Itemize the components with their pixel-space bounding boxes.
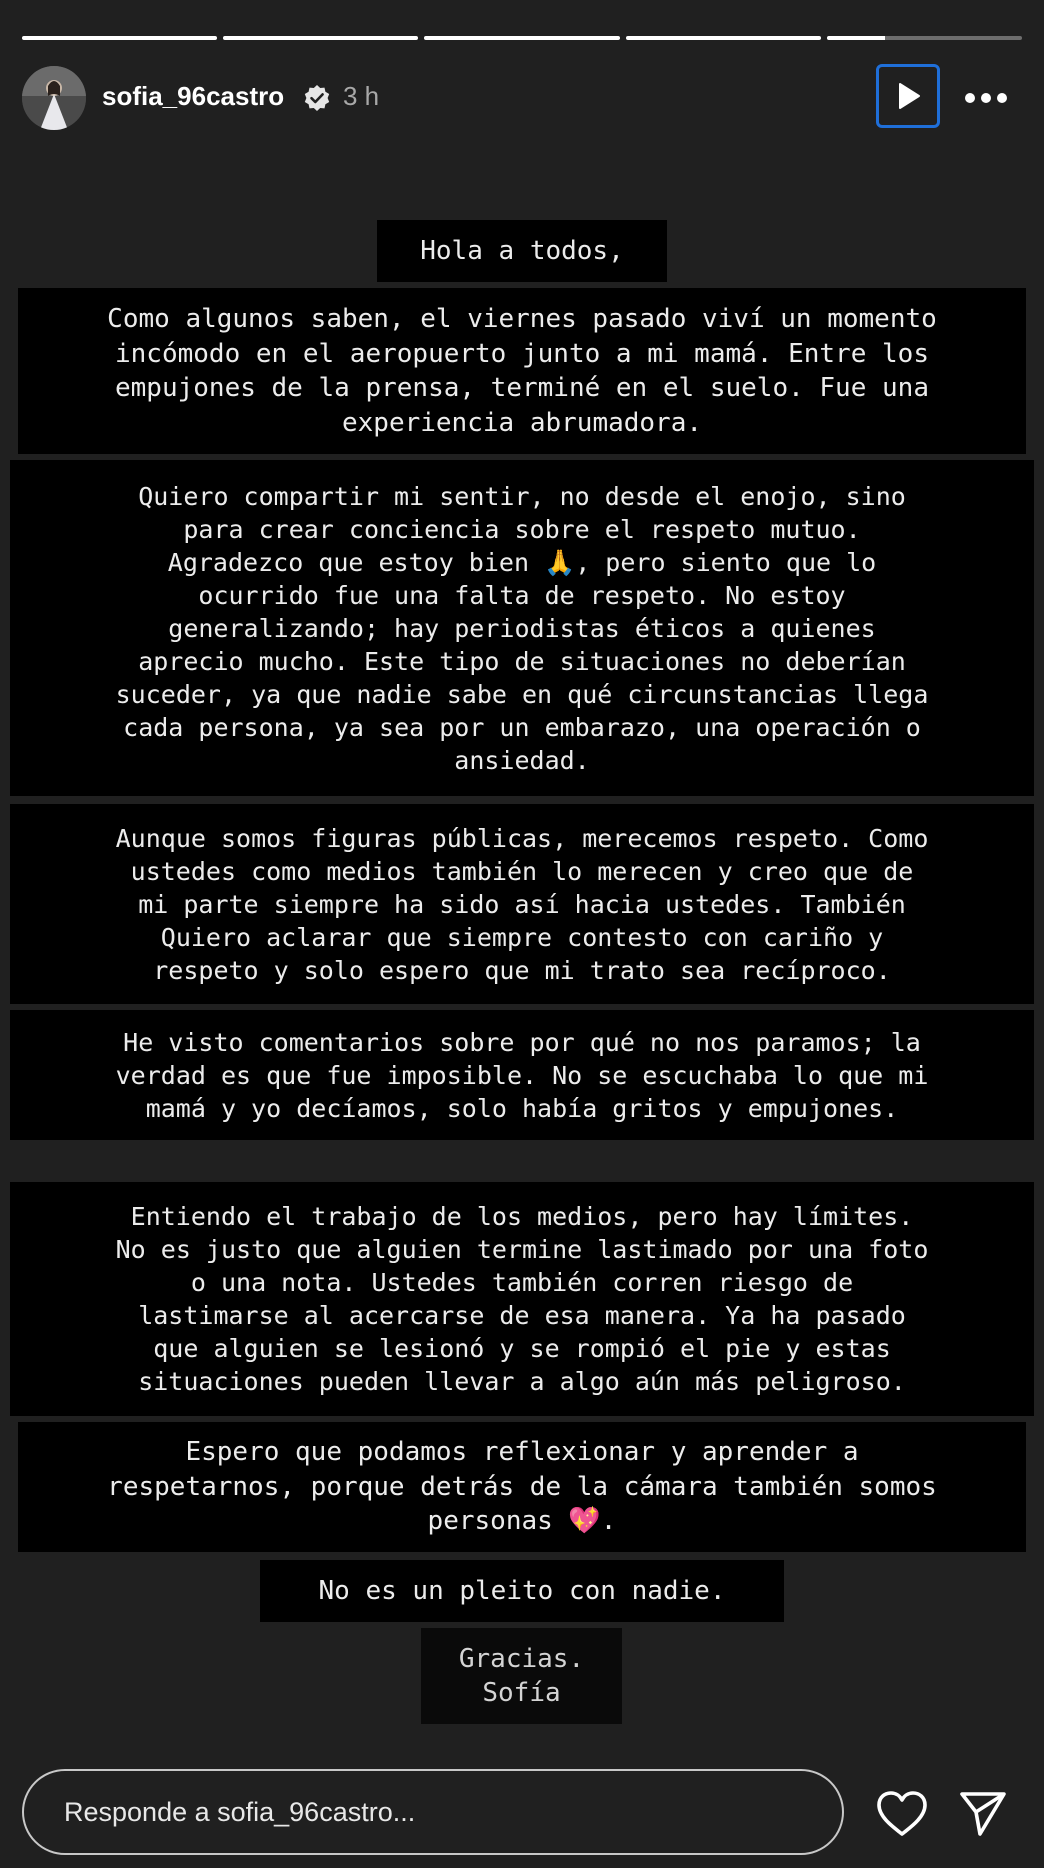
text-line: situaciones pueden llevar a algo aún más peligroso. bbox=[138, 1367, 906, 1396]
post-time: 3 h bbox=[343, 81, 380, 111]
progress-segment bbox=[223, 36, 418, 40]
text-line: Agradezco que estoy bien 🙏, pero siento que lo bbox=[167, 547, 877, 577]
text-line: ansiedad. bbox=[454, 745, 590, 775]
progress-segment bbox=[827, 36, 1022, 40]
play-button[interactable] bbox=[876, 64, 940, 128]
story-text-paragraph bbox=[10, 1010, 1034, 1140]
text-line: Hola a todos, bbox=[420, 235, 624, 266]
story-text-closing bbox=[260, 1560, 784, 1622]
send-icon bbox=[958, 1788, 1008, 1838]
reply-placeholder: Responde a sofia_96castro... bbox=[64, 1796, 416, 1827]
text-line: mamá y yo decíamos, solo había gritos y empujones. bbox=[145, 1093, 899, 1123]
text-line: ocurrido fue una falta de respeto. No estoy bbox=[198, 580, 846, 610]
text-line: cada persona, ya sea por un embarazo, una operación o bbox=[123, 712, 921, 742]
story-text-paragraph bbox=[10, 804, 1034, 1004]
play-icon bbox=[893, 81, 923, 111]
heart-icon bbox=[876, 1790, 928, 1838]
reply-input[interactable] bbox=[22, 1769, 844, 1855]
text-line: Gracias. bbox=[458, 1643, 585, 1674]
text-line: Quiero compartir mi sentir, no desde el enojo, sino bbox=[138, 481, 906, 511]
story-text-paragraph bbox=[18, 288, 1026, 454]
story-text-signature bbox=[421, 1628, 622, 1724]
progress-segment bbox=[424, 36, 619, 40]
story-text-paragraph bbox=[18, 1422, 1026, 1552]
text-line: No es un pleito con nadie. bbox=[318, 1575, 726, 1606]
more-options-button[interactable] bbox=[960, 74, 1012, 122]
text-line: o una nota. Ustedes también corren riesgo de bbox=[190, 1268, 854, 1297]
text-line: respeto y solo espero que mi trato sea recíproco. bbox=[153, 955, 891, 985]
like-button[interactable] bbox=[876, 1790, 928, 1838]
text-line: No es justo que alguien termine lastimado por una foto bbox=[115, 1235, 929, 1264]
text-line: para crear conciencia sobre el respeto mutuo. bbox=[183, 514, 861, 544]
text-line: respetarnos, porque detrás de la cámara también somos bbox=[107, 1471, 937, 1502]
username[interactable]: sofia_96castro bbox=[102, 81, 285, 111]
text-line: He visto comentarios sobre por qué no nos paramos; la bbox=[123, 1027, 921, 1057]
text-line: Sofía bbox=[482, 1678, 561, 1708]
text-line: que alguien se lesionó y se rompió el pie y estas bbox=[153, 1334, 891, 1363]
text-line: generalizando; hay periodistas éticos a quienes bbox=[168, 613, 876, 643]
text-line: Quiero aclarar que siempre contesto con cariño y bbox=[160, 922, 884, 952]
progress-segment bbox=[626, 36, 821, 40]
text-line: Espero que podamos reflexionar y aprender a bbox=[185, 1437, 859, 1468]
story-text-paragraph bbox=[10, 1182, 1034, 1416]
text-line: lastimarse al acercarse de esa manera. Ya ha pasado bbox=[138, 1301, 906, 1330]
avatar[interactable] bbox=[22, 66, 86, 130]
text-line: Aunque somos figuras públicas, merecemos respeto. Como bbox=[115, 823, 929, 853]
text-line: aprecio mucho. Este tipo de situaciones no deberían bbox=[138, 646, 906, 676]
story-text-paragraph bbox=[10, 460, 1034, 796]
story-header bbox=[22, 66, 1022, 130]
story-progress-bar bbox=[22, 36, 1022, 40]
text-line: ustedes como medios también lo merecen y creo que de bbox=[130, 856, 914, 886]
more-horizontal-icon bbox=[964, 92, 1008, 104]
text-line: Como algunos saben, el viernes pasado viví un momento bbox=[107, 304, 937, 334]
text-line: empujones de la prensa, terminé en el suelo. Fue una bbox=[115, 373, 929, 403]
progress-segment bbox=[22, 36, 217, 40]
text-line: experiencia abrumadora. bbox=[341, 407, 703, 438]
text-line: suceder, ya que nadie sabe en qué circunstancias llega bbox=[115, 679, 929, 709]
text-line: verdad es que fue imposible. No se escuchaba lo que mi bbox=[115, 1060, 929, 1090]
story-text-greeting bbox=[377, 220, 667, 282]
text-line: personas 💖. bbox=[427, 1506, 617, 1537]
text-line: Entiendo el trabajo de los medios, pero hay límites. bbox=[130, 1202, 914, 1231]
send-button[interactable] bbox=[958, 1788, 1008, 1838]
verified-badge-icon bbox=[303, 84, 331, 112]
text-line: incómodo en el aeropuerto junto a mi mamá. Entre los bbox=[115, 338, 929, 369]
text-line: mi parte siempre ha sido así hacia ustedes. También bbox=[138, 889, 906, 919]
